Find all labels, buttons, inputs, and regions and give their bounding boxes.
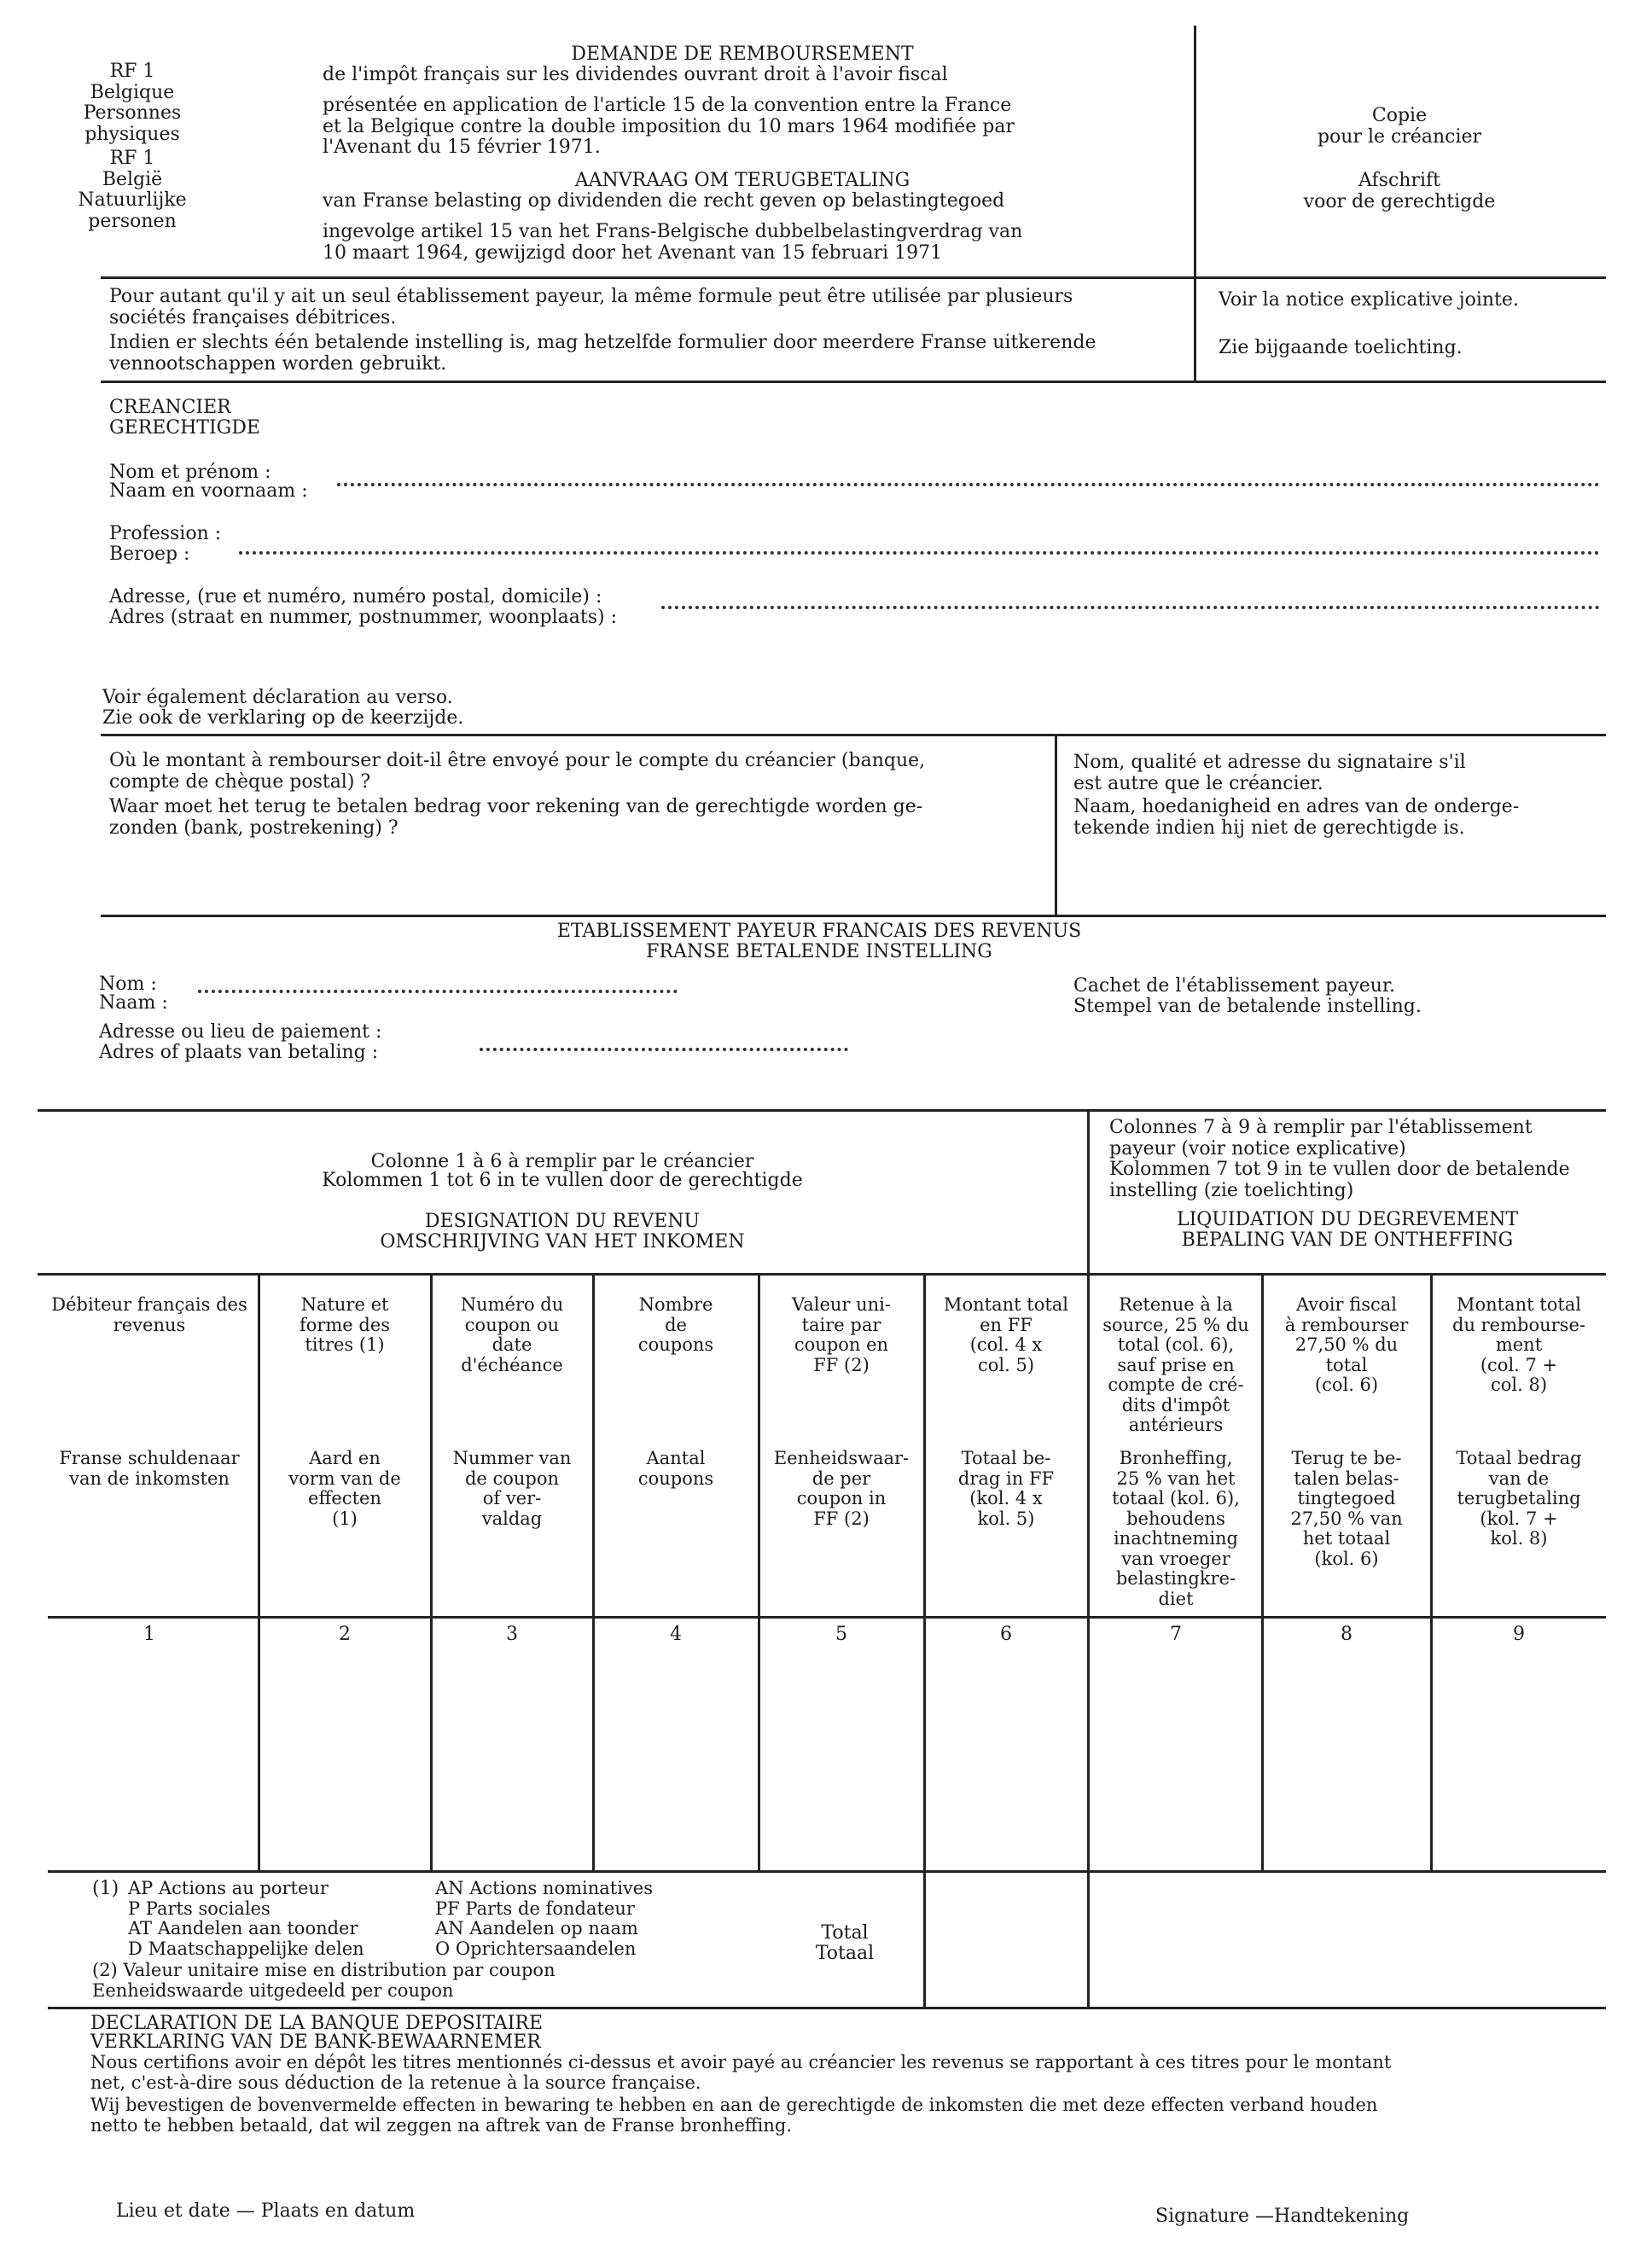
bank-title-fr: DECLARATION DE LA BANQUE DEPOSITAIRE	[90, 2013, 544, 2034]
subtitle-nl: van Franse belasting op dividenden die recht geven op belastingtegoed	[323, 190, 1005, 212]
legal-basis-nl: ingevolge artikel 15 van het Frans-Belgische dubbelbelastingverdrag van 10 maart 1964, gewijzigd door het Avenant van 15 februari 1971	[323, 221, 1023, 264]
payer-name-label-fr: Nom :	[99, 974, 157, 995]
header-divider	[1194, 26, 1196, 381]
see-verso-nl: Zie ook de verklaring op de keerzijde.	[102, 707, 464, 729]
copy-label-nl	[1195, 171, 1604, 212]
col6-header-nl: Totaal be- drag in FF (kol. 4 x kol. 5)	[957, 1448, 1055, 1529]
name-label-nl: Naam en voornaam :	[109, 480, 308, 502]
copy-label-nl-line2: voor de gerechtigde	[1303, 190, 1496, 212]
copy-label-fr-line2: pour le créancier	[1317, 125, 1482, 148]
creditor-heading-fr: CREANCIER	[109, 397, 231, 418]
form-country-fr: Belgique	[90, 81, 175, 103]
col1-number: 1	[143, 1624, 155, 1645]
form-code-fr-number: RF 1	[109, 61, 155, 82]
col9-number: 9	[1513, 1624, 1525, 1645]
address-label-nl: Adres (straat en nummer, postnummer, woonplaats) :	[109, 607, 618, 628]
form-code-nl	[43, 148, 222, 233]
col3-header-nl: Nummer van de coupon of ver- valdag	[452, 1448, 572, 1529]
table-right-title-fr: LIQUIDATION DU DEGREVEMENT	[1176, 1209, 1519, 1230]
form-type-fr: Personnes physiques	[83, 102, 182, 145]
col7-header-nl: Bronheffing, 25 % van het totaal (kol. 6), behoudens inachtneming van vroeger belastingkre- diet	[1112, 1448, 1240, 1609]
profession-label-nl: Beroep :	[109, 543, 190, 565]
see-verso-fr: Voir également déclaration au verso.	[102, 687, 453, 708]
col6-header-fr: Montant total en FF (col. 4 x col. 5)	[943, 1294, 1069, 1375]
profession-field[interactable]	[239, 551, 1600, 555]
table-right-instruction: Colonnes 7 à 9 à remplir par l'établissement payeur (voir notice explicative) Kolommen 7 tot 9 in te vullen door de betalende instelling (zie toelichting)	[1109, 1117, 1570, 1201]
payer-name-field[interactable]	[198, 990, 678, 993]
form-code-nl-number: RF 1	[109, 148, 155, 169]
form-code-fr	[43, 61, 222, 146]
col9-header-nl: Totaal bedrag van de terugbetaling (kol. 7 + kol. 8)	[1456, 1448, 1582, 1549]
title-nl: AANVRAAG OM TERUGBETALING	[574, 170, 910, 191]
copy-label-fr	[1195, 106, 1604, 148]
payer-title-fr: ETABLISSEMENT PAYEUR FRANCAIS DES REVENUS	[556, 921, 1082, 942]
col5-header-fr: Valeur uni- taire par coupon en FF (2)	[791, 1294, 891, 1375]
place-date-label: Lieu et date — Plaats en datum	[116, 2200, 416, 2222]
name-field[interactable]	[337, 483, 1600, 486]
col4-header-nl: Aantal coupons	[637, 1448, 714, 1489]
copy-label-fr-line1: Copie	[1371, 105, 1428, 126]
payment-bottom-rule	[101, 915, 1606, 917]
col3-number: 3	[506, 1624, 518, 1645]
form-type-nl: Natuurlijke personen	[78, 189, 187, 232]
signature-label: Signature —Handtekening	[1155, 2206, 1410, 2227]
col2-header-nl: Aard en vorm van de effecten (1)	[288, 1448, 401, 1529]
col7-header-fr: Retenue à la source, 25 % du total (col. 6), sauf prise en compte de cré- dits d'impôt antérieurs	[1102, 1294, 1249, 1436]
col2-number: 2	[339, 1624, 351, 1645]
payer-bottom-rule	[38, 1109, 1606, 1112]
total-label-fr: Total	[821, 1922, 869, 1944]
col3-header-fr: Numéro du coupon ou date d'échéance	[460, 1294, 564, 1375]
col1-header-fr: Débiteur français des revenus	[51, 1294, 247, 1335]
col2-header-fr: Nature et forme des titres (1)	[299, 1294, 391, 1356]
col9-header-fr: Montant total du rembourse- ment (col. 7 + col. 8)	[1452, 1294, 1585, 1396]
copy-label-nl-line1: Afschrift	[1358, 170, 1440, 191]
table-body-rule	[48, 1870, 1606, 1873]
payer-stamp-fr: Cachet de l'établissement payeur.	[1073, 975, 1395, 997]
table-section-rule	[38, 1273, 1606, 1276]
table-right-title-nl: BEPALING VAN DE ONTHEFFING	[1181, 1229, 1514, 1251]
subtitle-fr: de l'impôt français sur les dividendes ouvrant droit à l'avoir fiscal	[323, 64, 948, 85]
col8-number: 8	[1341, 1624, 1352, 1645]
name-label-fr: Nom et prénom :	[109, 462, 271, 483]
header-bottom-rule	[101, 276, 1606, 279]
bank-statement-nl: Wij bevestigen de bovenvermelde effecten in bewaring te hebben en aan de gerechtigde de inkomsten die met deze effecten verband houden netto te hebben betaald, dat wil zeggen na aftrek van de Franse bronheffing.	[90, 2095, 1378, 2136]
table-left-title-nl: OMSCHRIJVING VAN HET INKOMEN	[380, 1231, 745, 1253]
table-header-rule	[48, 1616, 1606, 1619]
bank-title-nl: VERKLARING VAN DE BANK-BEWAARNEMER	[90, 2031, 541, 2053]
form-country-nl: België	[102, 168, 163, 190]
col8-header-fr: Avoir fiscal à rembourser 27,50 % du total (col. 6)	[1284, 1294, 1409, 1396]
col4-header-fr: Nombre de coupons	[637, 1294, 714, 1356]
col8-header-nl: Terug te be- talen belas- tingtegoed 27,50 % van het totaal (kol. 6)	[1290, 1448, 1403, 1569]
legend-left: AP Actions au porteur P Parts sociales AT Aandelen aan toonder D Maatschappelijke delen	[128, 1878, 364, 1959]
notice-fr: Pour autant qu'il y ait un seul établissement payeur, la même formule peut être utilisée par plusieurs sociétés françaises débitrices.	[109, 286, 1073, 328]
payment-where-nl: Waar moet het terug te betalen bedrag voor rekening van de gerechtigde worden ge- zonden (bank, postrekening) ?	[109, 796, 923, 839]
address-field[interactable]	[661, 606, 1600, 609]
payment-divider	[1055, 735, 1057, 915]
total-label-nl: Totaal	[815, 1943, 875, 1964]
signatory-nl: Naam, hoedanigheid en adres van de onderge- tekende indien hij niet de gerechtigde is.	[1073, 796, 1520, 839]
signatory-fr: Nom, qualité et adresse du signataire s'il est autre que le créancier.	[1073, 752, 1466, 794]
profession-label-fr: Profession :	[109, 523, 222, 544]
col4-number: 4	[670, 1624, 682, 1645]
col5-number: 5	[835, 1624, 847, 1645]
col1-header-nl: Franse schuldenaar van de inkomsten	[59, 1448, 240, 1489]
creditor-heading-nl: GERECHTIGDE	[109, 417, 260, 439]
total-amount-cell[interactable]	[927, 1874, 1085, 2005]
payer-address-label-nl: Adres of plaats van betaling :	[99, 1042, 379, 1063]
payer-stamp-nl: Stempel van de betalende instelling.	[1073, 996, 1422, 1017]
payer-address-field[interactable]	[480, 1048, 848, 1051]
bank-statement-fr: Nous certifions avoir en dépôt les titres mentionnés ci-dessus et avoir payé au créancier les revenus se rapportant à ces titres pour le montant net, c'est-à-dire sous déduction de la retenue à la source française.	[90, 2052, 1392, 2093]
title-fr: DEMANDE DE REMBOURSEMENT	[571, 44, 914, 65]
table-left-instruction-nl: Kolommen 1 tot 6 in te vullen door de gerechtigde	[322, 1170, 803, 1191]
footnote2: (2) Valeur unitaire mise en distribution par coupon Eenheidswaarde uitgedeeld per coupon	[92, 1960, 556, 2001]
address-label-fr: Adresse, (rue et numéro, numéro postal, domicile) :	[109, 586, 602, 607]
total-refund-cell[interactable]	[1091, 1874, 1604, 2005]
payer-title-nl: FRANSE BETALENDE INSTELLING	[646, 941, 992, 962]
col7-number: 7	[1170, 1624, 1182, 1645]
legend-right: AN Actions nominatives PF Parts de fondateur AN Aandelen op naam O Oprichtersaandelen	[435, 1878, 653, 1959]
table-entry-area[interactable]	[41, 1655, 1606, 1869]
notice-bottom-rule	[101, 381, 1606, 383]
notice-nl: Indien er slechts één betalende instelling is, mag hetzelfde formulier door meerdere Franse uitkerende vennootschappen worden gebruikt.	[109, 332, 1096, 375]
payer-name-label-nl: Naam :	[99, 992, 168, 1014]
footnote1-label: (1)	[92, 1878, 119, 1899]
col5-header-nl: Eenheidswaar- de per coupon in FF (2)	[773, 1448, 910, 1529]
creditor-bottom-rule	[101, 734, 1606, 736]
notice-see-fr: Voir la notice explicative jointe.	[1219, 289, 1519, 311]
payer-address-label-fr: Adresse ou lieu de paiement :	[99, 1021, 382, 1043]
col6-number: 6	[1000, 1624, 1012, 1645]
notice-see-nl: Zie bijgaande toelichting.	[1219, 337, 1463, 358]
legal-basis-fr: présentée en application de l'article 15 de la convention entre la France et la Belgique contre la double imposition du 10 mars 1964 modifiée par l'Avenant du 15 février 1971.	[323, 95, 1015, 159]
table-left-title-fr: DESIGNATION DU REVENU	[424, 1211, 701, 1232]
payment-where-fr: Où le montant à rembourser doit-il être envoyé pour le compte du créancier (banque, compte de chèque postal) ?	[109, 750, 926, 793]
table-bottom-rule	[48, 2007, 1606, 2009]
table-left-instruction-fr: Colonne 1 à 6 à remplir par le créancier	[370, 1151, 754, 1172]
